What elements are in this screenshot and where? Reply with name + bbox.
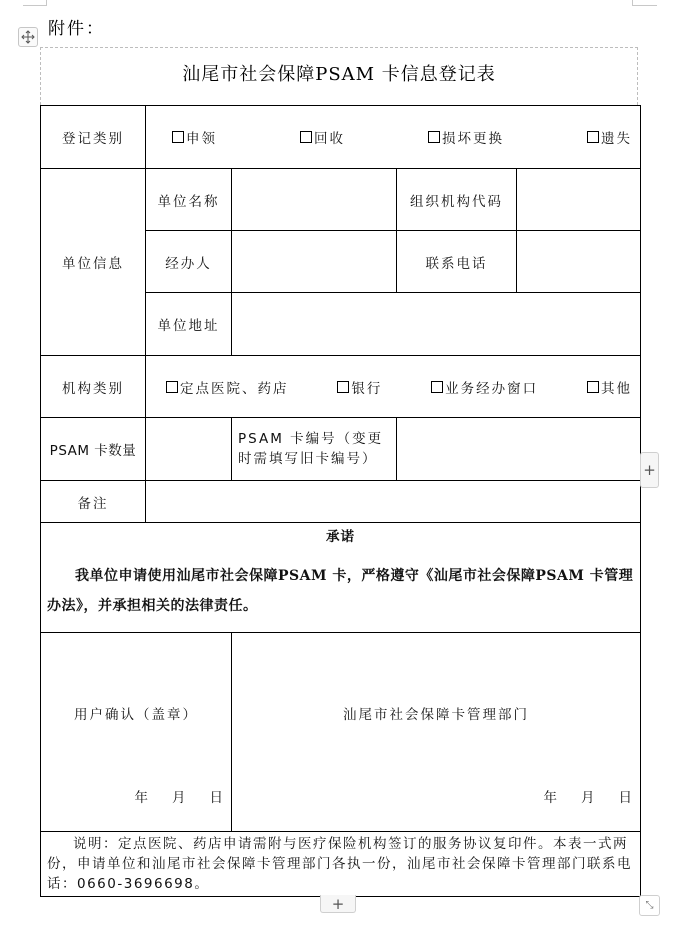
checkbox-icon[interactable]	[431, 381, 443, 393]
checkbox-icon[interactable]	[337, 381, 349, 393]
psam-number-label: PSAM 卡编号（变更时需填写旧卡编号）	[232, 418, 397, 481]
handler-label: 经办人	[146, 231, 232, 293]
note-text: 说明：定点医院、药店申请需附与医疗保险机构签订的服务协议复印件。本表一式两份，申请单位和汕尾市社会保障卡管理部门各执一份，汕尾市社会保障卡管理部门联系电话：0660-3696698。	[47, 836, 632, 892]
dept-label: 汕尾市社会保障卡管理部门	[343, 707, 529, 723]
user-signature-cell[interactable]	[41, 633, 232, 832]
remarks-field[interactable]	[146, 481, 641, 523]
registration-form-table	[40, 105, 641, 897]
address-label: 单位地址	[146, 293, 232, 356]
org-code-field[interactable]	[517, 169, 641, 231]
org-type-option-hospital[interactable]: 定点医院、药店	[166, 377, 289, 397]
address-field[interactable]	[232, 293, 641, 356]
psam-number-field[interactable]	[397, 418, 641, 481]
reg-type-option-replace[interactable]: 损坏更换	[428, 127, 504, 147]
psam-count-field[interactable]	[146, 418, 232, 481]
plus-icon: +	[331, 894, 345, 913]
attachment-label: 附件：	[48, 19, 105, 39]
promise-section	[41, 523, 641, 633]
promise-body: 我单位申请使用汕尾市社会保障PSAM 卡，严格遵守《汕尾市社会保障PSAM 卡管理办法》，并承担相关的法律责任。	[47, 568, 634, 614]
checkbox-icon[interactable]	[300, 131, 312, 143]
checkbox-icon[interactable]	[172, 131, 184, 143]
user-confirm-label: 用户确认（盖章）	[74, 707, 198, 723]
checkbox-icon[interactable]	[587, 131, 599, 143]
checkbox-icon[interactable]	[166, 381, 178, 393]
page-margin-mark-left	[23, 0, 47, 6]
reg-type-option-recycle[interactable]: 回收	[300, 127, 345, 147]
user-sign-date: 年 月 日	[134, 790, 225, 806]
reg-type-options	[146, 106, 641, 169]
org-type-options	[146, 356, 641, 418]
dept-sign-date: 年 月 日	[543, 790, 634, 806]
org-type-label: 机构类别	[41, 356, 146, 418]
add-column-button[interactable]	[640, 452, 659, 488]
org-type-option-bank[interactable]: 银行	[337, 377, 382, 397]
table-move-handle[interactable]	[18, 27, 38, 47]
reg-type-label: 登记类别	[41, 106, 146, 169]
org-type-option-other[interactable]: 其他	[587, 377, 632, 397]
move-arrows-icon	[21, 30, 35, 44]
add-row-button[interactable]	[320, 895, 356, 913]
phone-label: 联系电话	[397, 231, 517, 293]
note-cell	[41, 832, 641, 897]
reg-type-option-apply[interactable]: 申领	[172, 127, 217, 147]
page-margin-mark-right	[632, 0, 657, 6]
unit-name-label: 单位名称	[146, 169, 232, 231]
remarks-label: 备注	[41, 481, 146, 523]
page-title: 汕尾市社会保障PSAM 卡信息登记表	[182, 64, 496, 85]
checkbox-icon[interactable]	[428, 131, 440, 143]
reg-type-option-lost[interactable]: 遗失	[587, 127, 632, 147]
org-code-label: 组织机构代码	[397, 169, 517, 231]
org-type-option-window[interactable]: 业务经办窗口	[431, 377, 538, 397]
checkbox-icon[interactable]	[587, 381, 599, 393]
table-resize-handle[interactable]	[639, 895, 660, 916]
resize-icon: ⤡	[645, 900, 654, 911]
promise-title: 承诺	[326, 529, 355, 545]
unit-info-label: 单位信息	[41, 169, 146, 356]
plus-icon: +	[643, 461, 656, 479]
dept-signature-cell[interactable]	[232, 633, 641, 832]
phone-field[interactable]	[517, 231, 641, 293]
unit-name-field[interactable]	[232, 169, 397, 231]
psam-count-label: PSAM 卡数量	[41, 418, 146, 481]
handler-field[interactable]	[232, 231, 397, 293]
